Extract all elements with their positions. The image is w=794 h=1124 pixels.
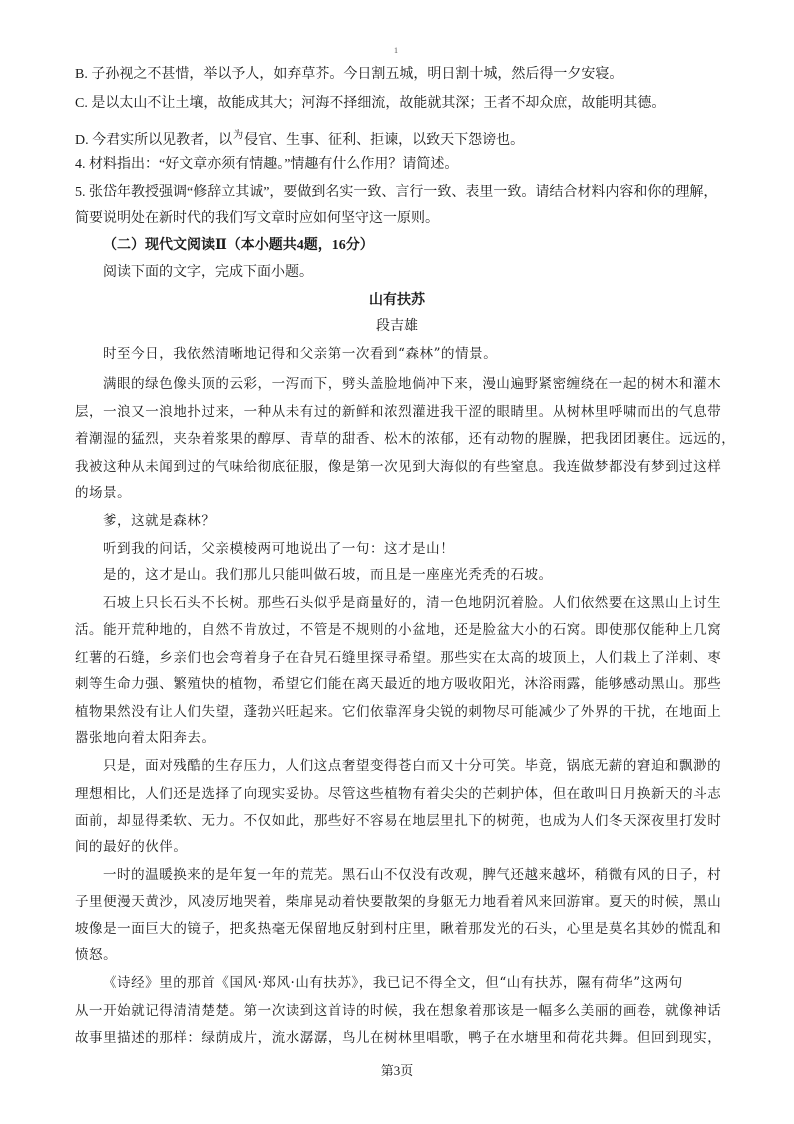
article-line: 活。能开荒种地的，自然不肯放过，不管是不规则的小盆地，还是脸盆大小的石窝。即使那仅能种上几窝 bbox=[75, 622, 722, 638]
article-line: 刺等生命力强、繁殖快的植物，希望它们能在离天最近的地方吸收阳光，沐浴雨露，能够感动黑山。那些 bbox=[75, 676, 722, 692]
article-line: 间的最好的伙伴。 bbox=[75, 839, 188, 855]
article-line: 只是，面对残酷的生存压力，人们这点奢望变得苍白而又十分可笑。毕竟，锅底无薪的窘迫和飘渺的 bbox=[103, 758, 722, 774]
article-line: 我被这种从未闻到过的气味给彻底征服，像是第一次见到大海似的有些窒息。我连做梦都没有梦到过这样 bbox=[75, 459, 722, 475]
question-5-line-1: 5. 张岱年教授强调“修辞立其诚”，要做到名实一致、言行一致、表里一致。请结合材料内容和你的理解， bbox=[75, 185, 718, 200]
article-line: 是的，这才是山。我们那儿只能叫做石坡，而且是一座座光秃秃的石坡。 bbox=[103, 567, 553, 583]
article-line: 着潮湿的猛烈，夹杂着浆果的醇厚、青草的甜香、松木的浓郁，还有动物的腥臊，把我团团裹住。远远的， bbox=[75, 431, 736, 447]
article-line: 坡像是一面巨大的镜子，把炙热毫无保留地反射到村庄里，瞅着那发光的石头，心里是莫名其妙的慌乱和 bbox=[75, 921, 722, 937]
option-d-before: D. 今君实所以见教者，以 bbox=[75, 133, 233, 148]
article-line: 面前，却显得柔软、无力。不仅如此，那些好不容易在地层里扎下的树蔸，也成为人们冬天深夜里打发时 bbox=[75, 813, 722, 829]
article-line: 石坡上只长石头不长树。那些石头似乎是商量好的，清一色地阴沉着脸。人们依然要在这黑山上讨生 bbox=[103, 595, 722, 611]
article-line: 红薯的石缝，乡亲们也会弯着身子在旮旯石缝里探寻希望。那些实在太高的坡顶上，人们栽上了洋刺、枣 bbox=[75, 650, 722, 666]
article-line: 层，一浪又一浪地扑过来，一种从未有过的新鲜和浓烈灌进我干涩的眼睛里。从树林里呼啸而出的气息带 bbox=[75, 404, 722, 420]
section-instruction: 阅读下面的文字，完成下面小题。 bbox=[103, 265, 313, 280]
page-footer: 第3页 bbox=[380, 1063, 414, 1078]
article-line: 植物果然没有让人们失望，蓬勃兴旺起来。它们依靠浑身尖锐的刺物尽可能减少了外界的干扰，在地面上 bbox=[75, 704, 722, 720]
article-line: 嚣张地向着太阳奔去。 bbox=[75, 730, 216, 746]
article-line: 子里便漫天黄沙，风凌厉地哭着，柴扉晃动着快要散架的身躯无力地看着风来回游窜。夏天的时候，黑山 bbox=[75, 894, 722, 910]
page-mark: 1 bbox=[394, 46, 398, 55]
article-line: 《诗经》里的那首《国风·郑风·山有扶苏》，我已记不得全文，但“山有扶苏，隰有荷华”这两句 bbox=[103, 975, 683, 991]
article-author: 段吉雄 bbox=[376, 319, 418, 334]
article-line: 一时的温暖换来的是年复一年的荒芜。黑石山不仅没有改观，脾气还越来越坏，稍微有风的日子，村 bbox=[103, 867, 722, 883]
option-d bbox=[75, 127, 725, 150]
option-d-after: 侵官、生事、征利、拒谏，以致天下怨谤也。 bbox=[244, 133, 525, 148]
article-title: 山有扶苏 bbox=[369, 293, 425, 308]
article-line: 爹，这就是森林？ bbox=[103, 513, 216, 529]
article-line: 的场景。 bbox=[75, 485, 132, 501]
option-c: C. 是以太山不让土壤，故能成其大；河海不择细流，故能就其深；王者不却众庶，故能明其德。 bbox=[75, 96, 666, 111]
option-d-raised-char: 为 bbox=[233, 130, 244, 141]
article-line: 理想相比，人们还是选择了向现实妥协。尽管这些植物有着尖尖的芒刺护体，但在敢叫日月换新天的斗志 bbox=[75, 786, 722, 802]
option-b: B. 子孙视之不甚惜，举以予人，如弃草芥。今日割五城，明日割十城，然后得一夕安寝。 bbox=[75, 67, 624, 82]
question-4: 4. 材料指出：“好文章亦须有情趣。”情趣有什么作用？请简述。 bbox=[75, 157, 459, 172]
article-line: 从一开始就记得清清楚楚。第一次读到这首诗的时候，我在想象着那该是一幅多么美丽的画卷，就像神话 bbox=[75, 1003, 722, 1019]
article-line: 满眼的绿色像头顶的云彩，一泻而下，劈头盖脸地倘冲下来，漫山遍野紧密缠绕在一起的树木和灌木 bbox=[103, 376, 722, 392]
article-line: 故事里描述的那样：绿荫成片，流水潺潺，鸟儿在树林里唱歌，鸭子在水塘里和荷花共舞。但回到现实， bbox=[75, 1030, 722, 1046]
section-heading: （二）现代文阅读Ⅱ（本小题共4题，16分） bbox=[103, 238, 374, 253]
article-line: 听到我的问话，父亲模棱两可地说出了一句：这才是山！ bbox=[103, 541, 455, 557]
article-line: 时至今日，我依然清晰地记得和父亲第一次看到“森林”的情景。 bbox=[103, 346, 498, 362]
article-line: 愤怒。 bbox=[75, 947, 118, 963]
question-5-line-2: 简要说明处在新时代的我们写文章时应如何坚守这一原则。 bbox=[75, 211, 439, 226]
